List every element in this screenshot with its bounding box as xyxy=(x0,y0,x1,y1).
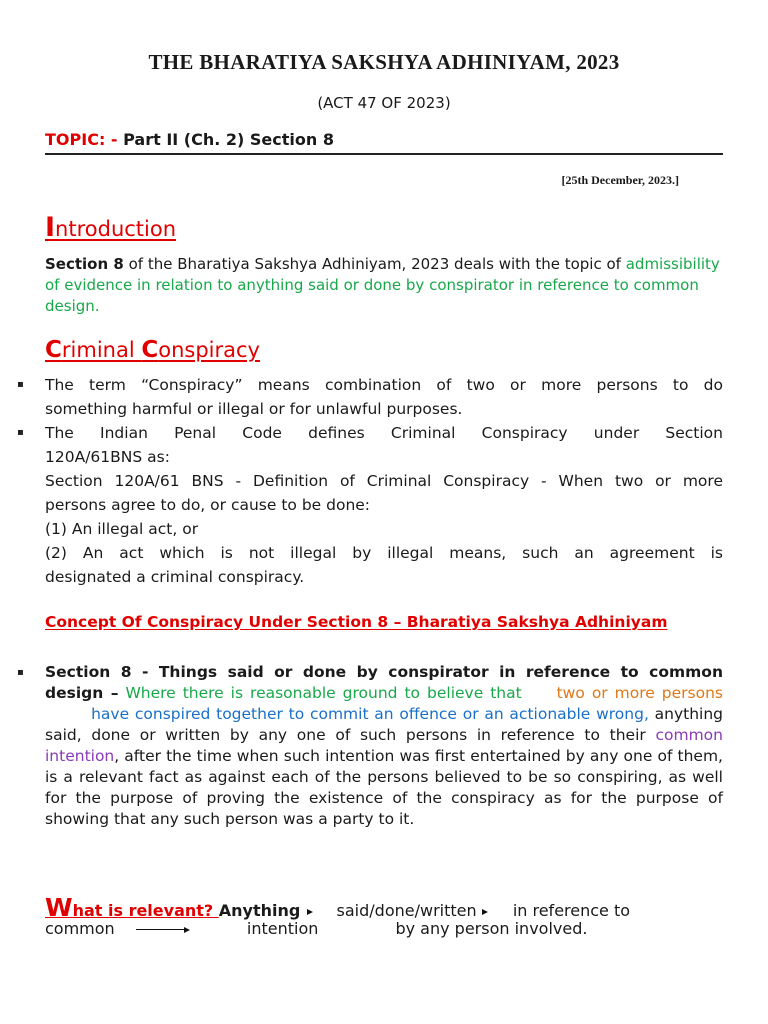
bullet-line: (1) An illegal act, or xyxy=(45,520,199,538)
said-text: said/done/written xyxy=(336,901,477,920)
question-initial: W xyxy=(45,893,73,922)
criminal-conspiracy-heading xyxy=(45,337,260,363)
bullet-line: designated a criminal conspiracy. xyxy=(45,568,305,586)
bullet-line: persons agree to do, or cause to be done: xyxy=(45,496,371,514)
intention-text: intention xyxy=(246,919,319,938)
enactment-date: [25th December, 2023.] xyxy=(561,173,679,187)
arrow-icon xyxy=(136,929,188,930)
section-8-title: Section 8 - Things said or done by conspirator in reference to common design – xyxy=(45,663,723,702)
concept-heading: Concept Of Conspiracy Under Section 8 – Bharatiya Sakshya Adhiniyam xyxy=(45,613,668,631)
bullet-line: something harmful or illegal or for unlawful purposes. xyxy=(45,400,463,418)
ref-text: in reference to xyxy=(512,901,631,920)
heading-word-1: riminal xyxy=(61,338,142,362)
introduction-heading xyxy=(45,212,176,243)
relevant-line-2 xyxy=(45,919,587,938)
act-name: Bharatiya Sakshya Adhiniyam, 2023 xyxy=(177,255,450,273)
section-8-text xyxy=(45,662,723,830)
relevant-question xyxy=(45,893,219,922)
relevant-line-1 xyxy=(45,893,630,922)
common-text: common xyxy=(45,919,115,938)
intro-text: of the xyxy=(123,255,178,273)
heading-word-2: onspiracy xyxy=(158,338,260,362)
s8-blue-text: have conspired together to commit an offence or an actionable wrong, xyxy=(91,705,649,723)
bullet-definition xyxy=(45,373,723,421)
intro-text-2: deals with the topic of xyxy=(449,255,621,273)
bullet-line: 120A/61BNS as: xyxy=(45,448,170,466)
bullet-ipc xyxy=(45,421,723,589)
bullet-line: ▪ The Indian Penal Code defines Criminal Conspiracy under Section xyxy=(45,424,723,442)
s8-purple-text: common intention xyxy=(45,726,723,765)
heading-rest: ntroduction xyxy=(55,217,177,241)
anything-text: Anything xyxy=(218,901,301,920)
conspiracy-bullets xyxy=(45,373,723,589)
bullet-line: ▪ The term “Conspiracy” means combination of two or more persons to do xyxy=(45,376,723,394)
topic-value: Part II (Ch. 2) Section 8 xyxy=(117,130,334,149)
s8-text-2: , after the time when such intention was first entertained by any one of them, is a relevant fact as against each of the persons believed to be so conspiring, as well for the purpose of proving the existence of the conspiracy as for the purpose of showing that any such person was a party to it. xyxy=(45,747,723,828)
topic-line xyxy=(45,130,334,149)
intro-highlight: admissibility of evidence in relation to anything said or done by conspirator in reference to common design. xyxy=(45,255,720,315)
s8-orange-text: two or more persons xyxy=(556,684,723,702)
document-title: THE BHARATIYA SAKSHYA ADHINIYAM, 2023 xyxy=(148,50,620,74)
act-number: (ACT 47 OF 2023) xyxy=(317,94,451,112)
heading-initial-c2: C xyxy=(141,337,159,363)
s8-text-1: anything said, done or written by any one of such persons in reference to their xyxy=(45,705,724,744)
s8-green-text: Where there is reasonable ground to believe that xyxy=(118,684,522,702)
by-text: by any person involved. xyxy=(395,919,588,938)
topic-label: TOPIC: - xyxy=(45,130,118,149)
section-ref: Section 8 xyxy=(45,255,124,273)
heading-initial-c1: C xyxy=(45,337,62,363)
header-divider xyxy=(45,153,723,155)
question-rest: hat is relevant? xyxy=(72,901,219,920)
bullet-line: Section 120A/61 BNS - Definition of Criminal Conspiracy - When two or more xyxy=(45,472,723,490)
introduction-paragraph xyxy=(45,254,723,317)
bullet-line: (2) An act which is not illegal by illegal means, such an agreement is xyxy=(45,544,723,562)
heading-initial: I xyxy=(45,212,56,243)
